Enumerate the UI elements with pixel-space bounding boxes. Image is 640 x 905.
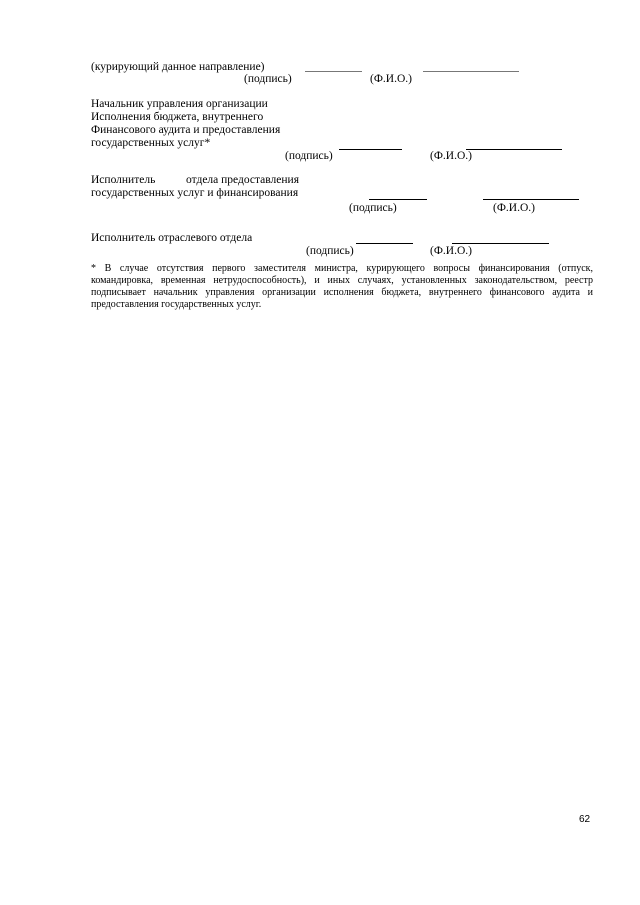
block2-title-line2: Исполнения бюджета, внутреннего [91, 111, 264, 123]
block4-role-text: Исполнитель отраслевого отдела [91, 232, 253, 244]
block3-role-word1: Исполнитель [91, 174, 156, 186]
block4-name-line [452, 243, 549, 244]
block1-name-label: (Ф.И.О.) [370, 73, 412, 85]
block1-name-line [423, 71, 519, 72]
block2-signature-line [339, 149, 402, 150]
block1-signature-line [305, 71, 362, 72]
block3-role-line2: государственных услуг и финансирования [91, 187, 299, 199]
block1-role-text: (курирующий данное направление) [91, 61, 265, 73]
block2-name-label: (Ф.И.О.) [430, 150, 472, 162]
block2-name-line [466, 149, 562, 150]
block3-name-line [483, 199, 579, 200]
block2-title-line4: государственных услуг* [91, 137, 211, 149]
block3-role-word2: отдела предоставления [186, 174, 299, 186]
block4-signature-label: (подпись) [306, 245, 354, 257]
footnote-text: * В случае отсутствия первого заместителя министра, курирующего вопросы финансирования (отпуск, командировка, временная нетрудоспособность), и иных случаях, установленных законодательством, реестр подписывает начальник управления организации исполнения бюджета, внутреннего финансового аудита и предоставления государственных услуг. [91, 263, 593, 310]
block4-signature-line [356, 243, 413, 244]
block2-title-line3: Финансового аудита и предоставления [91, 124, 281, 136]
page-number: 62 [579, 814, 591, 825]
block3-signature-line [369, 199, 427, 200]
block3-name-label: (Ф.И.О.) [493, 202, 535, 214]
block1-signature-label: (подпись) [244, 73, 292, 85]
block2-signature-label: (подпись) [285, 150, 333, 162]
block4-name-label: (Ф.И.О.) [430, 245, 472, 257]
block3-signature-label: (подпись) [349, 202, 397, 214]
block2-title-line1: Начальник управления организации [91, 98, 268, 110]
